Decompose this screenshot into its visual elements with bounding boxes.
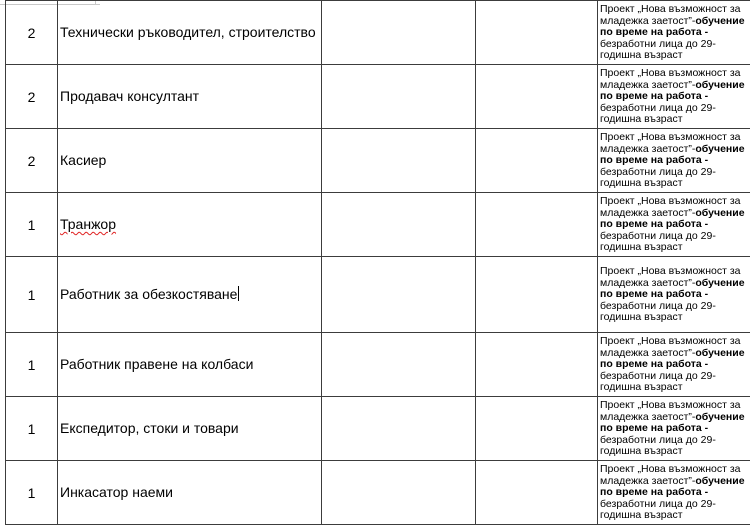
note-bold-text: по време на работа — [600, 26, 702, 38]
text-cursor — [238, 286, 239, 301]
note-text: безработни лица до 29- — [600, 102, 716, 114]
table-row — [6, 129, 750, 193]
table-row — [6, 461, 750, 525]
note-text: младежка заетост”- — [600, 475, 695, 487]
position-cell[interactable] — [58, 257, 322, 333]
position-cell[interactable]: Касиер — [58, 129, 322, 193]
note-text: Проект „Нова възможност за — [600, 67, 740, 79]
note-text: младежка заетост”- — [600, 207, 695, 219]
table-row — [6, 257, 750, 333]
program-note-cell[interactable] — [598, 257, 750, 333]
note-text: годишна възраст — [600, 445, 683, 457]
note-bold-text: обучение — [695, 277, 744, 289]
table-row — [6, 333, 750, 397]
position-cell[interactable] — [58, 193, 322, 257]
note-bold-text: обучение — [695, 15, 744, 27]
position-text: Работник за обезкостяване — [60, 286, 237, 302]
note-text: Проект „Нова възможност за — [600, 265, 740, 277]
program-note-cell[interactable] — [598, 397, 750, 461]
empty-cell[interactable] — [476, 193, 598, 257]
quantity-cell[interactable]: 2 — [6, 129, 58, 193]
note-bold-text: - — [705, 422, 709, 434]
note-bold-text: обучение — [695, 79, 744, 91]
empty-cell[interactable] — [476, 129, 598, 193]
note-bold-text: - — [705, 218, 709, 230]
note-text: Проект „Нова възможност за — [600, 335, 740, 347]
empty-cell[interactable] — [322, 257, 476, 333]
position-cell[interactable]: Работник правене на колбаси — [58, 333, 322, 397]
program-note-cell[interactable] — [598, 461, 750, 525]
note-text: Проект „Нова възможност за — [600, 195, 740, 207]
note-text: годишна възраст — [600, 509, 683, 521]
note-bold-text: по време на работа — [600, 90, 702, 102]
position-cell[interactable]: Технически ръководител, строителство — [58, 1, 322, 65]
empty-cell[interactable] — [476, 1, 598, 65]
note-text: годишна възраст — [600, 177, 683, 189]
note-bold-text: - — [705, 486, 709, 498]
empty-cell[interactable] — [476, 397, 598, 461]
position-cell[interactable]: Експедитор, стоки и товари — [58, 397, 322, 461]
note-bold-text: по време на работа — [600, 422, 702, 434]
note-bold-text: - — [705, 288, 709, 300]
spellcheck-underlined-word: Транжор — [60, 216, 116, 232]
note-bold-text: - — [705, 26, 709, 38]
note-text: безработни лица до 29- — [600, 498, 716, 510]
note-text: младежка заетост”- — [600, 347, 695, 359]
table-row — [6, 397, 750, 461]
empty-cell[interactable] — [476, 257, 598, 333]
note-text: годишна възраст — [600, 381, 683, 393]
quantity-cell[interactable]: 2 — [6, 1, 58, 65]
note-text: безработни лица до 29- — [600, 230, 716, 242]
table-row — [6, 193, 750, 257]
note-bold-text: по време на работа — [600, 218, 702, 230]
note-bold-text: по време на работа — [600, 154, 702, 166]
note-text: Проект „Нова възможност за — [600, 3, 740, 15]
empty-cell[interactable] — [476, 333, 598, 397]
empty-cell[interactable] — [322, 129, 476, 193]
note-bold-text: обучение — [695, 207, 744, 219]
note-text: младежка заетост”- — [600, 411, 695, 423]
note-bold-text: по време на работа — [600, 486, 702, 498]
program-note-cell[interactable] — [598, 1, 750, 65]
quantity-cell[interactable]: 2 — [6, 65, 58, 129]
empty-cell[interactable] — [322, 65, 476, 129]
note-text: Проект „Нова възможност за — [600, 463, 740, 475]
note-bold-text: - — [705, 358, 709, 370]
program-note-cell[interactable] — [598, 333, 750, 397]
note-bold-text: обучение — [695, 143, 744, 155]
empty-cell[interactable] — [322, 461, 476, 525]
note-text: годишна възраст — [600, 241, 683, 253]
note-bold-text: обучение — [695, 411, 744, 423]
note-text: годишна възраст — [600, 311, 683, 323]
empty-cell[interactable] — [476, 65, 598, 129]
note-text: годишна възраст — [600, 113, 683, 125]
quantity-cell[interactable]: 1 — [6, 193, 58, 257]
note-text: безработни лица до 29- — [600, 434, 716, 446]
note-text: годишна възраст — [600, 49, 683, 61]
position-cell[interactable]: Продавач консултант — [58, 65, 322, 129]
empty-cell[interactable] — [322, 333, 476, 397]
note-text: Проект „Нова възможност за — [600, 399, 740, 411]
note-text: младежка заетост”- — [600, 143, 695, 155]
table-row — [6, 65, 750, 129]
note-text: безработни лица до 29- — [600, 300, 716, 312]
note-bold-text: - — [705, 154, 709, 166]
note-bold-text: обучение — [695, 347, 744, 359]
note-text: безработни лица до 29- — [600, 166, 716, 178]
quantity-cell[interactable]: 1 — [6, 257, 58, 333]
job-positions-table — [5, 0, 750, 525]
note-text: младежка заетост”- — [600, 79, 695, 91]
quantity-cell[interactable]: 1 — [6, 397, 58, 461]
quantity-cell[interactable]: 1 — [6, 333, 58, 397]
note-text: безработни лица до 29- — [600, 38, 716, 50]
program-note-cell[interactable] — [598, 193, 750, 257]
empty-cell[interactable] — [322, 1, 476, 65]
note-text: безработни лица до 29- — [600, 370, 716, 382]
program-note-cell[interactable] — [598, 129, 750, 193]
note-bold-text: по време на работа — [600, 358, 702, 370]
note-bold-text: - — [705, 90, 709, 102]
note-text: младежка заетост”- — [600, 277, 695, 289]
empty-cell[interactable] — [322, 397, 476, 461]
empty-cell[interactable] — [476, 461, 598, 525]
table-row — [6, 1, 750, 65]
program-note-cell[interactable] — [598, 65, 750, 129]
position-cell[interactable]: Инкасатор наеми — [58, 461, 322, 525]
note-text: Проект „Нова възможност за — [600, 131, 740, 143]
note-bold-text: обучение — [695, 475, 744, 487]
empty-cell[interactable] — [322, 193, 476, 257]
note-text: младежка заетост”- — [600, 15, 695, 27]
quantity-cell[interactable]: 1 — [6, 461, 58, 525]
note-bold-text: по време на работа — [600, 288, 702, 300]
